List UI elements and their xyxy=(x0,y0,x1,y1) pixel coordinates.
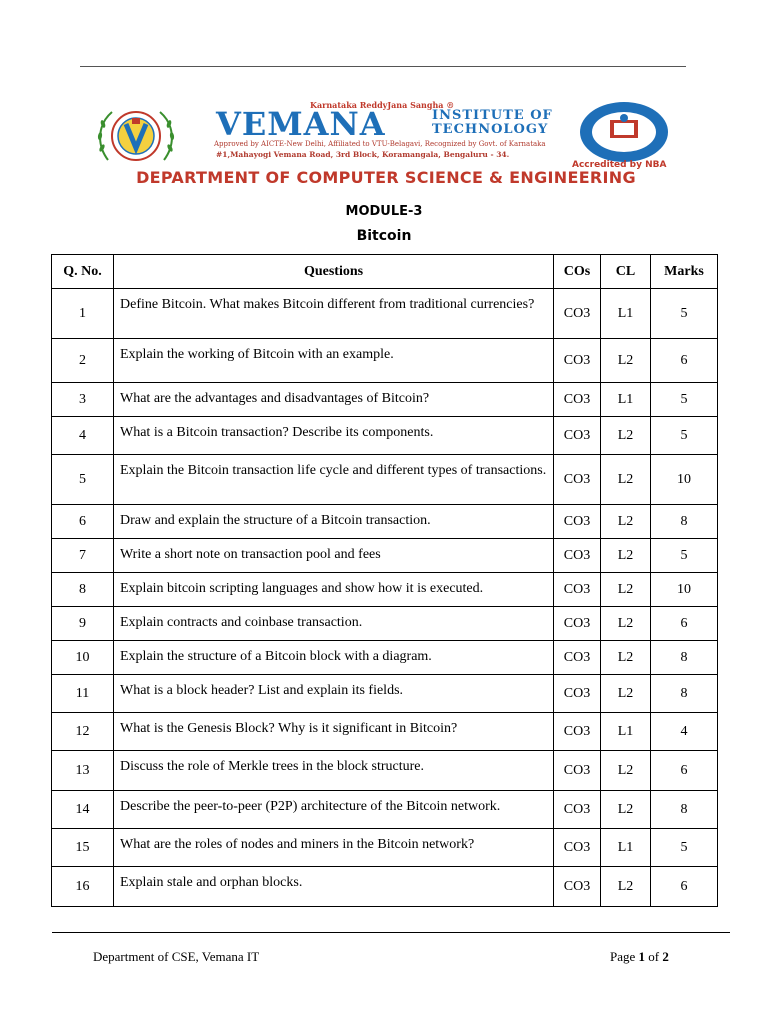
table-row xyxy=(52,607,718,641)
cognitive-level: L2 xyxy=(601,339,651,383)
course-outcome: CO3 xyxy=(554,383,601,417)
marks: 6 xyxy=(651,867,718,907)
question-text: Draw and explain the structure of a Bitcoin transaction. xyxy=(114,505,554,539)
marks: 5 xyxy=(651,417,718,455)
course-outcome: CO3 xyxy=(554,867,601,907)
institute-name-big: VEMANA xyxy=(216,105,386,143)
course-outcome: CO3 xyxy=(554,713,601,751)
marks: 8 xyxy=(651,675,718,713)
marks: 5 xyxy=(651,383,718,417)
question-text: Explain bitcoin scripting languages and show how it is executed. xyxy=(114,573,554,607)
course-outcome: CO3 xyxy=(554,289,601,339)
cognitive-level: L2 xyxy=(601,539,651,573)
sangha-name: Karnataka ReddyJana Sangha ® xyxy=(310,100,455,110)
page-total: 2 xyxy=(662,949,669,964)
department-title: DEPARTMENT OF COMPUTER SCIENCE & ENGINEERING xyxy=(136,168,636,187)
table-row xyxy=(52,573,718,607)
page-prefix: Page xyxy=(610,949,639,964)
cognitive-level: L1 xyxy=(601,713,651,751)
page-number xyxy=(610,949,669,965)
course-outcome: CO3 xyxy=(554,675,601,713)
question-number: 3 xyxy=(52,383,114,417)
header-cl: CL xyxy=(601,255,651,289)
subject-title: Bitcoin xyxy=(356,228,412,244)
footer-department: Department of CSE, Vemana IT xyxy=(93,949,260,964)
question-text: What is a block header? List and explain its fields. xyxy=(114,675,554,713)
question-text: What is a Bitcoin transaction? Describe its components. xyxy=(114,417,554,455)
header-qno: Q. No. xyxy=(52,255,114,289)
question-number: 14 xyxy=(52,791,114,829)
table-row xyxy=(52,455,718,505)
cognitive-level: L1 xyxy=(601,829,651,867)
table-header-row xyxy=(52,255,718,289)
header-cos: COs xyxy=(554,255,601,289)
institute-emblem-logo xyxy=(94,104,178,168)
question-text: Explain the structure of a Bitcoin block with a diagram. xyxy=(114,641,554,675)
question-text: Write a short note on transaction pool and fees xyxy=(114,539,554,573)
cognitive-level: L2 xyxy=(601,641,651,675)
module-title: MODULE-3 xyxy=(345,204,423,219)
table-row xyxy=(52,867,718,907)
course-outcome: CO3 xyxy=(554,791,601,829)
marks: 10 xyxy=(651,573,718,607)
marks: 6 xyxy=(651,339,718,383)
cognitive-level: L2 xyxy=(601,505,651,539)
table-row xyxy=(52,289,718,339)
approval-text: Approved by AICTE-New Delhi, Affiliated to VTU-Belagavi, Recognized by Govt. of Karnataka xyxy=(214,140,546,148)
question-text: What are the advantages and disadvantages of Bitcoin? xyxy=(114,383,554,417)
question-number: 8 xyxy=(52,573,114,607)
question-number: 4 xyxy=(52,417,114,455)
header-marks: Marks xyxy=(651,255,718,289)
course-outcome: CO3 xyxy=(554,339,601,383)
marks: 8 xyxy=(651,505,718,539)
address-text: #1,Mahayogi Vemana Road, 3rd Block, Koramangala, Bengaluru - 34. xyxy=(216,150,510,159)
table-row xyxy=(52,791,718,829)
cognitive-level: L1 xyxy=(601,383,651,417)
header-questions: Questions xyxy=(114,255,554,289)
table-row xyxy=(52,539,718,573)
course-outcome: CO3 xyxy=(554,417,601,455)
nba-accreditation: Accredited by NBA xyxy=(572,160,667,170)
cognitive-level: L2 xyxy=(601,791,651,829)
course-outcome: CO3 xyxy=(554,539,601,573)
table-row xyxy=(52,417,718,455)
table-row xyxy=(52,339,718,383)
letterhead xyxy=(94,100,678,192)
question-number: 13 xyxy=(52,751,114,791)
course-outcome: CO3 xyxy=(554,751,601,791)
cognitive-level: L1 xyxy=(601,289,651,339)
question-number: 1 xyxy=(52,289,114,339)
top-rule xyxy=(80,66,686,67)
question-text: Describe the peer-to-peer (P2P) architecture of the Bitcoin network. xyxy=(114,791,554,829)
marks: 6 xyxy=(651,751,718,791)
question-number: 10 xyxy=(52,641,114,675)
question-number: 7 xyxy=(52,539,114,573)
question-text: Define Bitcoin. What makes Bitcoin different from traditional currencies? xyxy=(114,289,554,339)
question-number: 12 xyxy=(52,713,114,751)
question-number: 5 xyxy=(52,455,114,505)
institute-name-line1: INSTITUTE OF xyxy=(432,108,553,123)
question-text: Explain contracts and coinbase transaction. xyxy=(114,607,554,641)
page-current: 1 xyxy=(638,949,646,964)
course-outcome: CO3 xyxy=(554,829,601,867)
course-outcome: CO3 xyxy=(554,607,601,641)
marks: 5 xyxy=(651,829,718,867)
cognitive-level: L2 xyxy=(601,867,651,907)
institute-name-line2: TECHNOLOGY xyxy=(432,122,549,137)
question-table xyxy=(51,254,718,907)
marks: 10 xyxy=(651,455,718,505)
question-number: 15 xyxy=(52,829,114,867)
footer-rule xyxy=(52,932,730,933)
marks: 8 xyxy=(651,791,718,829)
question-number: 11 xyxy=(52,675,114,713)
page-mid: of xyxy=(645,949,663,964)
cognitive-level: L2 xyxy=(601,751,651,791)
course-outcome: CO3 xyxy=(554,641,601,675)
cognitive-level: L2 xyxy=(601,573,651,607)
marks: 5 xyxy=(651,289,718,339)
question-text: Explain the working of Bitcoin with an example. xyxy=(114,339,554,383)
marks: 4 xyxy=(651,713,718,751)
question-number: 2 xyxy=(52,339,114,383)
question-text: What are the roles of nodes and miners in the Bitcoin network? xyxy=(114,829,554,867)
course-outcome: CO3 xyxy=(554,505,601,539)
marks: 6 xyxy=(651,607,718,641)
question-text: Explain the Bitcoin transaction life cycle and different types of transactions. xyxy=(114,455,554,505)
question-text: What is the Genesis Block? Why is it significant in Bitcoin? xyxy=(114,713,554,751)
marks: 8 xyxy=(651,641,718,675)
table-row xyxy=(52,675,718,713)
marks: 5 xyxy=(651,539,718,573)
question-text: Explain stale and orphan blocks. xyxy=(114,867,554,907)
table-row xyxy=(52,383,718,417)
cognitive-level: L2 xyxy=(601,455,651,505)
table-row xyxy=(52,751,718,791)
table-row xyxy=(52,641,718,675)
question-number: 9 xyxy=(52,607,114,641)
cognitive-level: L2 xyxy=(601,607,651,641)
question-text: Discuss the role of Merkle trees in the block structure. xyxy=(114,751,554,791)
course-outcome: CO3 xyxy=(554,455,601,505)
question-number: 16 xyxy=(52,867,114,907)
table-row xyxy=(52,829,718,867)
question-number: 6 xyxy=(52,505,114,539)
course-outcome: CO3 xyxy=(554,573,601,607)
cognitive-level: L2 xyxy=(601,417,651,455)
cognitive-level: L2 xyxy=(601,675,651,713)
table-row xyxy=(52,505,718,539)
table-row xyxy=(52,713,718,751)
